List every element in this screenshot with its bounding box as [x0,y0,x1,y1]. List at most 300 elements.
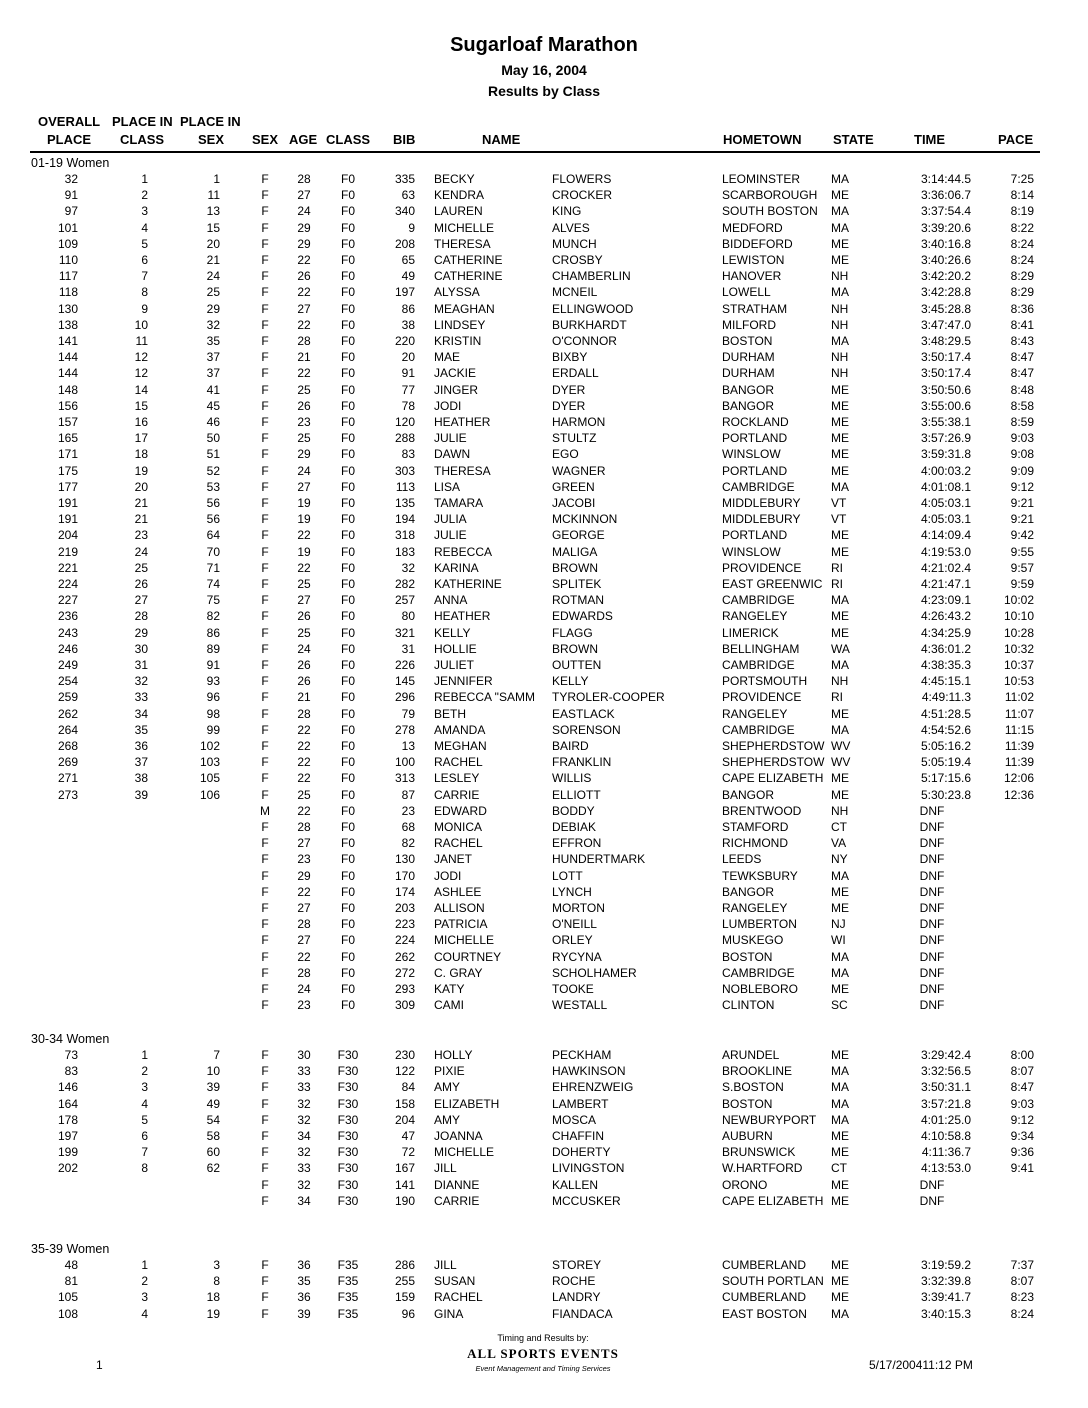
cell-overall-place: 271 [57,771,78,786]
cell-last-name: TOOKE [552,982,594,996]
cell-class: F0 [340,868,355,883]
cell-age: 35 [297,1274,311,1289]
cell-hometown: ARUNDEL [722,1048,780,1062]
cell-state: ME [831,528,849,543]
cell-bib: 141 [394,1177,415,1192]
cell-sex-place: 37 [206,350,220,365]
cell-class: F0 [340,901,355,915]
cell-time: 4:05:03.1 [920,496,971,510]
cell-state: ME [831,609,849,624]
table-row [0,446,1088,462]
cell-sex: F [261,755,269,770]
cell-age: 22 [297,884,311,899]
cell-time: 4:36:01.2 [920,641,971,656]
cell-sex: F [261,528,269,543]
cell-class-place: 17 [134,431,148,446]
cell-hometown: BANGOR [722,787,775,802]
cell-hometown: SHEPHERDSTOW [722,739,825,753]
table-row [0,560,1088,576]
table-row [0,641,1088,657]
cell-time: 4:13:53.0 [920,1161,971,1176]
cell-first-name: DIANNE [434,1177,480,1192]
cell-bib: 340 [394,204,415,219]
cell-class: F30 [337,1112,359,1127]
cell-class: F0 [340,641,355,656]
page-title: Sugarloaf Marathon [450,34,638,56]
cell-class-place: 3 [141,204,148,219]
cell-first-name: ELIZABETH [434,1096,500,1111]
cell-state: ME [831,625,849,640]
cell-sex-place: 7 [213,1048,220,1062]
cell-time: 3:45:28.8 [920,301,971,316]
cell-time: 4:05:03.1 [920,512,971,527]
cell-age: 22 [297,771,311,786]
cell-time: 3:42:28.8 [920,285,971,300]
cell-age: 22 [297,803,311,818]
cell-time: 3:42:20.2 [920,269,971,284]
cell-sex: F [261,965,269,980]
cell-pace: 9:12 [1010,479,1034,494]
cell-age: 23 [297,415,311,429]
cell-last-name: LAMBERT [552,1096,609,1111]
table-row [0,868,1088,884]
cell-overall-place: 165 [57,431,78,446]
cell-hometown: CLINTON [722,998,775,1013]
cell-sex: F [261,577,269,591]
cell-bib: 31 [401,641,415,656]
cell-time: 3:32:39.8 [920,1274,971,1289]
cell-bib: 335 [394,172,415,186]
cell-class-place: 39 [134,787,148,802]
cell-bib: 170 [394,868,415,883]
cell-class-place: 38 [134,771,148,786]
cell-first-name: KATY [434,982,465,996]
table-row [0,1063,1088,1079]
cell-bib: 257 [394,593,415,608]
cell-age: 21 [297,690,311,705]
cell-age: 34 [297,1129,311,1143]
cell-bib: 174 [394,884,415,899]
cell-last-name: RYCYNA [552,949,602,964]
cell-last-name: LIVINGSTON [552,1161,625,1176]
cell-last-name: HARMON [552,415,606,429]
cell-bib: 309 [394,998,415,1013]
cell-class: F0 [340,593,355,608]
cell-last-name: CHAFFIN [552,1129,604,1143]
cell-class: F0 [340,447,355,462]
table-row [0,527,1088,543]
cell-age: 22 [297,755,311,770]
cell-state: MA [831,1096,849,1111]
cell-class-place: 6 [141,253,148,267]
cell-sex: F [261,868,269,883]
table-row [0,1289,1088,1305]
cell-pace: 8:22 [1010,220,1034,235]
cell-overall-place: 141 [57,334,78,348]
cell-hometown: MIDDLEBURY [722,512,801,527]
cell-state: ME [831,382,849,397]
cell-bib: 135 [394,496,415,510]
cell-sex-place: 56 [206,496,220,510]
cell-bib: 79 [401,706,415,721]
table-row [0,819,1088,835]
cell-first-name: PIXIE [434,1064,465,1079]
cell-class-place: 1 [141,172,148,186]
cell-sex: F [261,641,269,656]
cell-pace: 8:29 [1010,285,1034,300]
cell-last-name: O'NEILL [552,917,597,932]
cell-first-name: RACHEL [434,1290,483,1305]
table-row [0,252,1088,268]
cell-pace: 8:36 [1010,301,1034,316]
cell-pace: 9:08 [1010,447,1034,462]
cell-state: ME [831,1177,849,1192]
cell-time: DNF [919,820,945,834]
cell-sex: F [261,1080,269,1095]
cell-time: 3:40:15.3 [920,1306,971,1321]
cell-sex-place: 49 [206,1096,220,1111]
table-row [0,625,1088,641]
cell-pace: 9:03 [1010,1096,1034,1111]
cell-sex-place: 24 [206,269,220,284]
cell-first-name: JODI [434,398,462,413]
table-row [0,1047,1088,1063]
cell-last-name: EHRENZWEIG [552,1080,634,1095]
cell-last-name: SCHOLHAMER [552,965,637,980]
table-row [0,803,1088,819]
header-hometown: HOMETOWN [723,132,802,147]
cell-hometown: TEWKSBURY [722,868,798,883]
cell-hometown: CAPE ELIZABETH [722,1193,824,1208]
cell-first-name: GINA [434,1306,464,1321]
cell-first-name: SUSAN [434,1274,476,1289]
cell-time: DNF [919,1193,945,1208]
cell-class: F0 [340,512,355,527]
company-tagline: Event Management and Timing Services [475,1364,611,1373]
cell-overall-place: 156 [57,398,78,413]
cell-bib: 282 [394,577,415,591]
cell-first-name: HOLLY [434,1048,473,1062]
table-row [0,1128,1088,1144]
cell-age: 22 [297,739,311,753]
cell-age: 24 [297,641,311,656]
cell-age: 22 [297,560,311,575]
cell-class-place: 2 [141,188,148,203]
cell-age: 25 [297,625,311,640]
cell-last-name: ROCHE [552,1274,596,1289]
cell-pace: 9:42 [1010,528,1034,543]
cell-sex: F [261,1096,269,1111]
cell-overall-place: 243 [57,625,78,640]
cell-sex-place: 21 [206,253,220,267]
cell-state: SC [831,998,848,1013]
cell-sex: F [261,1193,269,1208]
cell-first-name: HEATHER [434,609,491,624]
cell-bib: 286 [394,1258,415,1272]
cell-bib: 20 [401,350,415,365]
cell-sex: F [261,982,269,996]
cell-sex-place: 13 [206,204,220,219]
cell-class: F30 [337,1096,359,1111]
cell-hometown: BRUNSWICK [722,1145,796,1160]
cell-hometown: RANGELEY [722,706,788,721]
cell-state: RI [831,560,843,575]
cell-state: NJ [831,917,846,932]
cell-overall-place: 236 [57,609,78,624]
cell-time: DNF [919,917,945,932]
cell-sex: F [261,447,269,462]
cell-hometown: CAPE ELIZABETH [722,771,824,786]
table-row [0,398,1088,414]
cell-class: F0 [340,188,355,203]
cell-class-place: 2 [141,1064,148,1079]
cell-sex: F [261,1145,269,1160]
cell-age: 24 [297,204,311,219]
table-row [0,1144,1088,1160]
cell-overall-place: 254 [57,674,78,689]
cell-sex-place: 71 [206,560,220,575]
cell-sex: F [261,317,269,332]
cell-class: F30 [337,1080,359,1095]
cell-time: DNF [919,868,945,883]
cell-first-name: KARINA [434,560,479,575]
cell-bib: 9 [408,220,415,235]
cell-pace: 11:39 [1004,755,1034,770]
cell-class-place: 12 [134,350,148,365]
cell-sex-place: 46 [206,415,220,429]
cell-time: 4:21:47.1 [920,577,971,591]
cell-class: F0 [340,269,355,284]
cell-time: 4:11:36.7 [921,1145,971,1160]
cell-class-place: 12 [134,366,148,381]
cell-first-name: DAWN [434,447,471,462]
cell-class-place: 28 [134,609,148,624]
cell-last-name: BROWN [552,560,598,575]
cell-hometown: BANGOR [722,884,775,899]
cell-last-name: EFFRON [552,836,602,851]
cell-pace: 10:10 [1003,609,1034,624]
cell-age: 28 [297,706,311,721]
cell-sex-place: 10 [206,1064,220,1079]
cell-sex-place: 15 [206,220,220,235]
table-row [0,430,1088,446]
cell-sex: F [261,690,269,705]
table-row [0,220,1088,236]
cell-age: 29 [297,236,311,251]
cell-age: 25 [297,577,311,591]
cell-first-name: JILL [434,1161,457,1176]
cell-hometown: BANGOR [722,398,775,413]
cell-bib: 63 [401,188,415,203]
cell-state: ME [831,901,849,915]
cell-age: 23 [297,852,311,867]
cell-class-place: 7 [141,1145,148,1160]
cell-pace: 8:24 [1010,1306,1034,1321]
cell-time: 3:39:41.7 [920,1290,971,1305]
table-row [0,349,1088,365]
cell-class: F0 [340,917,355,932]
cell-state: MA [831,722,849,737]
table-row [0,932,1088,948]
cell-first-name: JULIA [434,512,467,527]
cell-overall-place: 146 [57,1080,78,1095]
cell-hometown: EAST GREENWIC [722,577,823,591]
cell-first-name: THERESA [434,463,491,478]
cell-first-name: C. GRAY [434,965,483,980]
cell-overall-place: 191 [57,512,78,527]
cell-first-name: AMY [434,1112,461,1127]
race-date: May 16, 2004 [501,62,587,78]
header-overall: OVERALL [38,114,101,129]
cell-first-name: JULIET [434,658,475,672]
cell-hometown: BOSTON [722,1096,773,1111]
cell-pace: 8:07 [1010,1064,1034,1079]
cell-class: F0 [340,577,355,591]
cell-first-name: PATRICIA [434,917,488,932]
cell-sex-place: 75 [206,593,220,608]
cell-sex: F [261,1306,269,1321]
cell-class-place: 4 [141,1306,148,1321]
cell-state: NH [831,674,849,689]
cell-sex-place: 20 [206,236,220,251]
cell-age: 22 [297,317,311,332]
cell-class: F0 [340,317,355,332]
cell-bib: 122 [394,1064,415,1079]
cell-last-name: BURKHARDT [552,317,627,332]
section-heading: 35-39 Women [31,1242,110,1256]
cell-sex-place: 11 [207,188,220,203]
cell-state: MA [831,1064,849,1079]
cell-overall-place: 264 [57,722,78,737]
cell-age: 22 [297,722,311,737]
table-row [0,884,1088,900]
cell-time: 3:50:31.1 [920,1080,971,1095]
cell-time: DNF [919,982,945,996]
cell-pace: 8:47 [1010,350,1034,365]
cell-age: 25 [297,382,311,397]
cell-time: 3:32:56.5 [920,1064,971,1079]
cell-last-name: KELLY [552,674,589,689]
cell-state: ME [831,447,849,462]
cell-last-name: ELLINGWOOD [552,301,634,316]
cell-time: DNF [919,965,945,980]
table-row [0,1079,1088,1095]
cell-class: F0 [340,755,355,770]
cell-pace: 8:47 [1010,1080,1034,1095]
cell-sex: F [261,1112,269,1127]
cell-time: 3:50:17.4 [920,350,971,365]
cell-sex: F [261,350,269,365]
cell-hometown: CAMBRIDGE [722,965,795,980]
cell-time: 3:57:21.8 [920,1096,971,1111]
cell-first-name: TAMARA [434,496,484,510]
cell-class: F30 [337,1161,359,1176]
cell-class: F0 [340,706,355,721]
cell-sex: F [261,301,269,316]
cell-first-name: JULIE [434,528,467,543]
cell-class-place: 31 [134,658,148,672]
cell-bib: 313 [394,771,415,786]
cell-pace: 8:29 [1010,269,1034,284]
cell-overall-place: 81 [64,1274,78,1289]
cell-class: F0 [340,658,355,672]
cell-pace: 9:36 [1010,1145,1034,1160]
cell-last-name: MCCUSKER [552,1193,621,1208]
cell-pace: 9:55 [1010,544,1034,559]
cell-bib: 230 [394,1048,415,1062]
cell-state: NH [831,350,849,365]
cell-class: F0 [340,285,355,300]
cell-overall-place: 101 [57,220,78,235]
cell-time: 3:37:54.4 [920,204,971,219]
cell-last-name: KING [552,204,582,219]
table-row [0,301,1088,317]
cell-first-name: MAE [434,350,461,365]
cell-hometown: MILFORD [722,317,776,332]
cell-last-name: LYNCH [552,884,592,899]
cell-hometown: CAMBRIDGE [722,722,795,737]
cell-overall-place: 157 [57,415,78,429]
header-sex-2: SEX [252,132,279,147]
cell-class-place: 14 [134,382,148,397]
cell-state: WI [831,933,846,948]
cell-overall-place: 118 [58,285,78,300]
cell-hometown: LUMBERTON [722,917,797,932]
cell-time: 4:34:25.9 [920,625,971,640]
cell-class-place: 8 [141,285,148,300]
cell-bib: 223 [394,917,415,932]
table-row [0,965,1088,981]
cell-bib: 83 [401,447,415,462]
cell-time: 4:54:52.6 [920,722,971,737]
cell-hometown: AUBURN [722,1129,773,1143]
cell-class: F0 [340,965,355,980]
cell-class-place: 36 [134,739,148,753]
cell-sex-place: 41 [206,382,220,397]
cell-hometown: WINSLOW [722,544,781,559]
cell-last-name: BAIRD [552,739,589,753]
cell-bib: 197 [394,285,415,300]
cell-class: F0 [340,334,355,348]
cell-time: 4:19:53.0 [920,544,971,559]
table-row [0,236,1088,252]
header-name: NAME [482,132,521,147]
cell-class: F0 [340,544,355,559]
cell-bib: 72 [401,1145,415,1160]
cell-last-name: SORENSON [552,722,621,737]
cell-overall-place: 144 [57,350,78,365]
cell-bib: 86 [401,301,415,316]
cell-time: 5:30:23.8 [920,787,971,802]
cell-first-name: LISA [434,479,461,494]
cell-first-name: KATHERINE [434,577,502,591]
cell-last-name: MALIGA [552,544,598,559]
cell-last-name: STULTZ [552,431,597,446]
cell-class: F0 [340,722,355,737]
cell-last-name: EDWARDS [552,609,613,624]
cell-hometown: PORTLAND [722,463,788,478]
cell-age: 32 [297,1096,311,1111]
cell-bib: 68 [401,820,415,834]
cell-class-place: 10 [134,317,148,332]
cell-overall-place: 148 [57,382,78,397]
header-place-in-1: PLACE IN [112,114,173,129]
table-row [0,787,1088,803]
cell-hometown: ROCKLAND [722,415,789,429]
cell-state: MA [831,285,849,300]
table-row [0,981,1088,997]
cell-class: F35 [337,1274,359,1289]
